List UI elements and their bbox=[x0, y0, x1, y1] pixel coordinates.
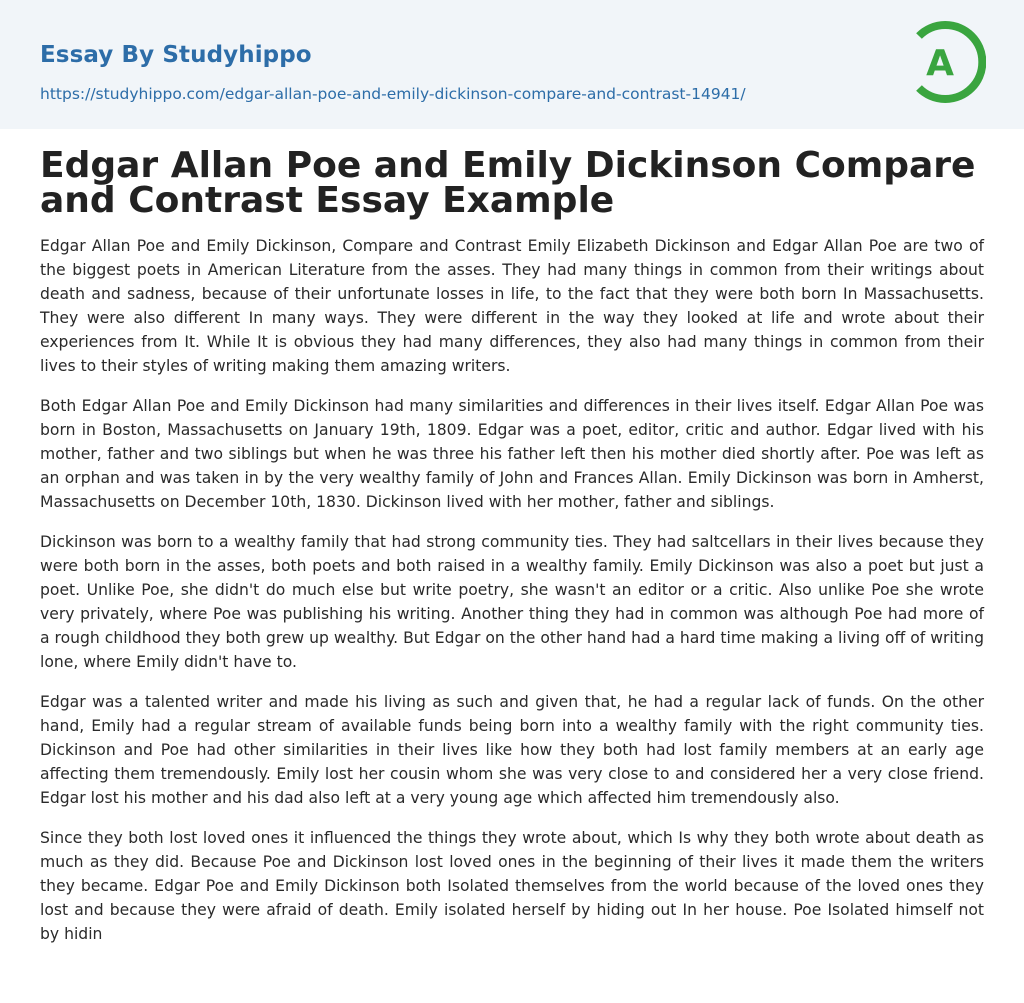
essay-paragraph: Both Edgar Allan Poe and Emily Dickinson had many similarities and differences in their lives itself. Edgar Allan Poe was born in Boston, Massachusetts on January 19th, 1809. Edgar was a poet, editor, critic and author. Edgar lived with his mother, father and two siblings but when he was three his father left then his mother died shortly after. Poe was left as an orphan and was taken in by the very wealthy family of John and Frances Allan. Emily Dickinson was born in Amherst, Massachusetts on December 10th, 1830. Dickinson lived with her mother, father and siblings. bbox=[40, 397, 984, 511]
site-header bbox=[0, 0, 1024, 129]
essay-paragraph: Edgar was a talented writer and made his living as such and given that, he had a regular lack of funds. On the other hand, Emily had a regular stream of available funds being born into a wealthy family with the right community ties. Dickinson and Poe had other similarities in their lives like how they both had lost family members at an early age affecting them tremendously. Emily lost her cousin whom she was very close to and considered her a very close friend. Edgar lost his mother and his dad also left at a very young age which affected him tremendously also. bbox=[40, 693, 984, 807]
logo-letter: A bbox=[926, 43, 954, 84]
essay-paragraph: Dickinson was born to a wealthy family that had strong community ties. They had saltcellars in their lives because they were both born in the asses, both poets and both raised in a wealthy family. Emily Dickinson was also a poet but just a poet. Unlike Poe, she didn't do much else but write poetry, she wasn't an editor or a critic. Also unlike Poe she wrote very privately, where Poe was publishing his writing. Another thing they had in common was although Poe had more of a rough childhood they both grew up wealthy. But Edgar on the other hand had a hard time making a living off of writing lone, where Emily didn't have to. bbox=[40, 533, 984, 671]
essay-body bbox=[40, 234, 984, 962]
essay-title: Edgar Allan Poe and Emily Dickinson Compare and Contrast Essay Example bbox=[40, 145, 976, 221]
site-brand[interactable]: Essay By Studyhippo bbox=[40, 42, 312, 68]
source-url-link[interactable]: https://studyhippo.com/edgar-allan-poe-and-emily-dickinson-compare-and-contrast-14941/ bbox=[40, 85, 746, 103]
essay-paragraph: Edgar Allan Poe and Emily Dickinson, Compare and Contrast Emily Elizabeth Dickinson and Edgar Allan Poe are two of the biggest poets in American Literature from the asses. They had many things in common from their writings about death and sadness, because of their unfortunate losses in life, to the fact that they were both born In Massachusetts. They were also different In many ways. They were different in the way they looked at life and wrote about their experiences from It. While It is obvious they had many differences, they also had many things in common from their lives to their styles of writing making them amazing writers. bbox=[40, 237, 984, 375]
essay-paragraph: Since they both lost loved ones it influenced the things they wrote about, which Is why they both wrote about death as much as they did. Because Poe and Dickinson lost loved ones in the beginning of their lives it made them the writers they became. Edgar Poe and Emily Dickinson both Isolated themselves from the world because of the loved ones they lost and because they were afraid of death. Emily isolated herself by hiding out In her house. Poe Isolated himself not by hidin bbox=[40, 829, 984, 943]
studyhippo-logo-icon[interactable] bbox=[912, 19, 986, 105]
